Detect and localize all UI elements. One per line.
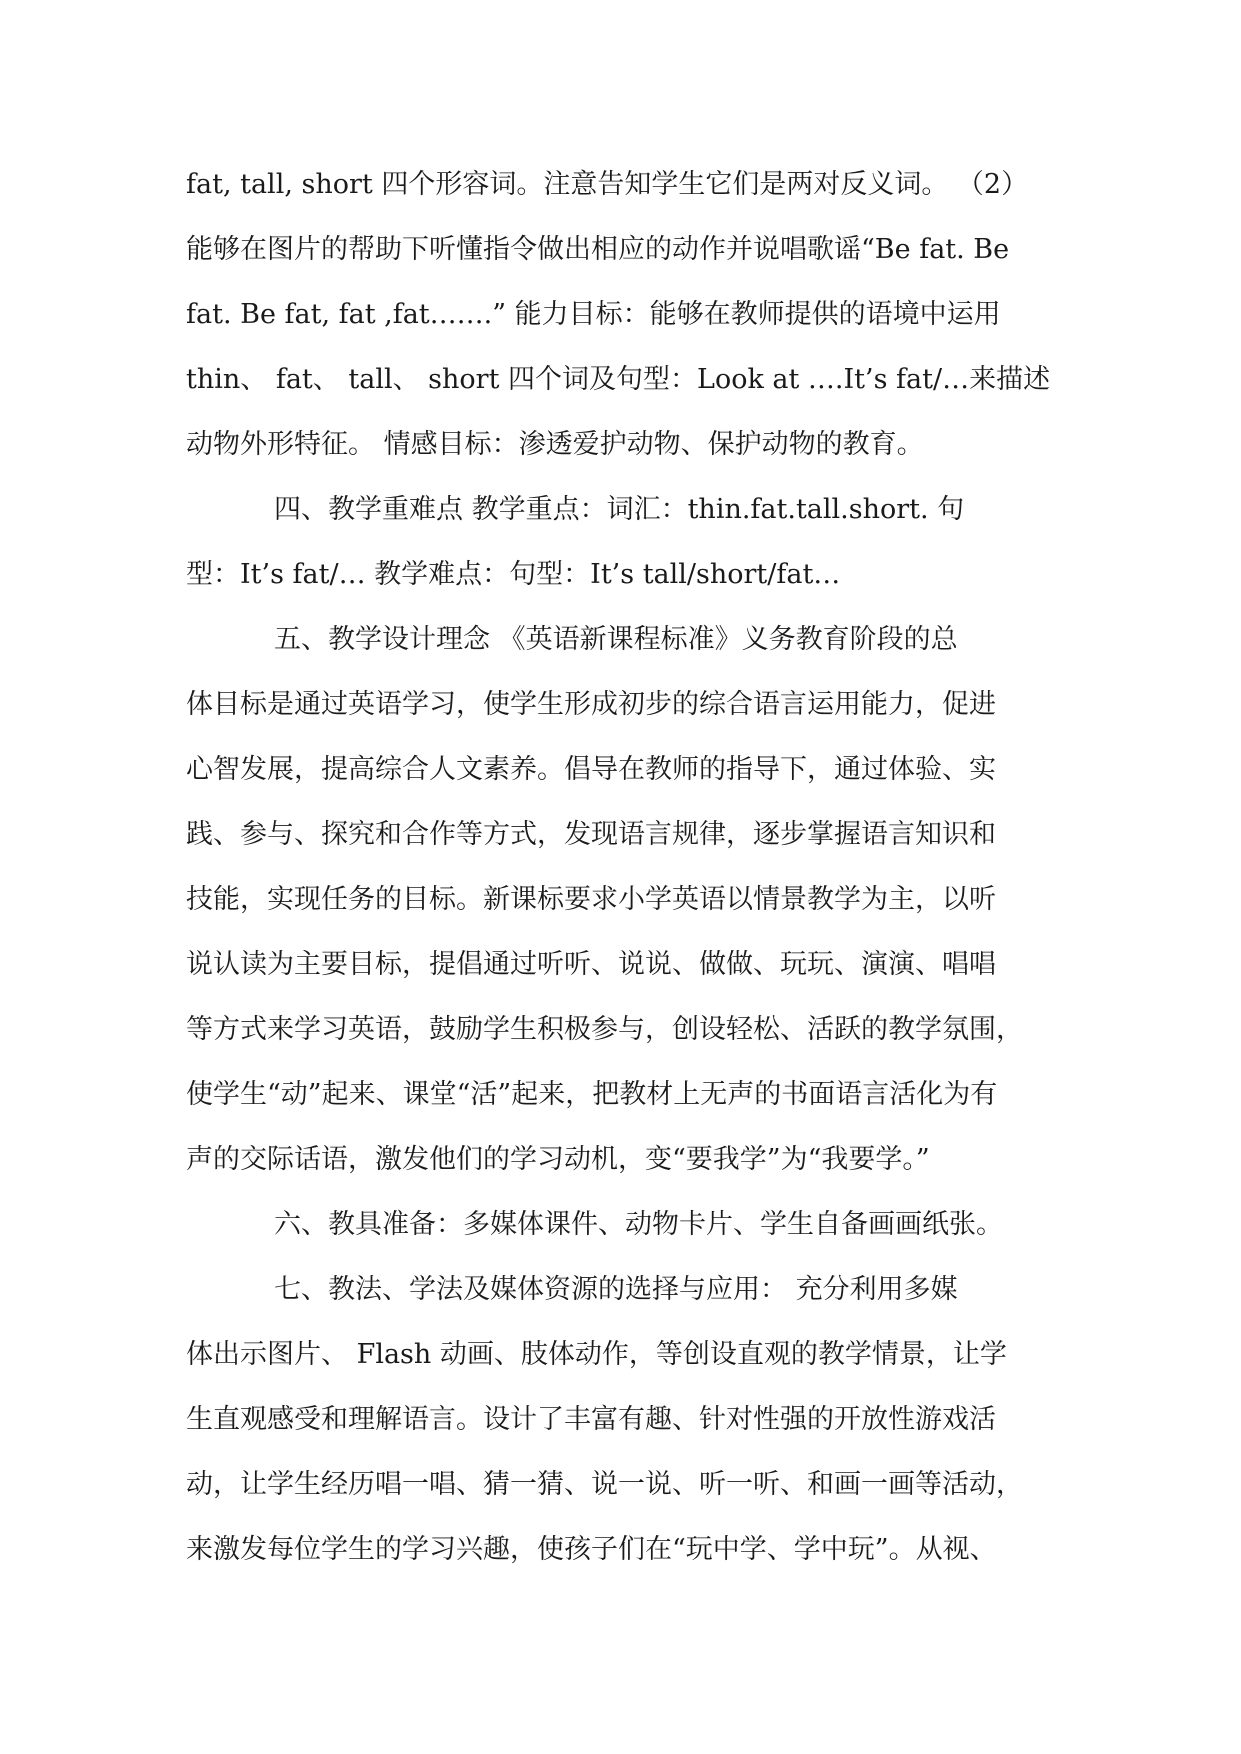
text-line: 使学生“动”起来、课堂“活”起来，把教材上无声的书面语言活化为有	[186, 1079, 998, 1110]
text-line: thin、 fat、 tall、 short 四个词及句型：Look at ….It’s fat/…来描述	[186, 364, 1051, 395]
text-line: 心智发展，提高综合人文素养。倡导在教师的指导下，通过体验、实	[186, 754, 996, 785]
text-line: 体目标是通过英语学习，使学生形成初步的综合语言运用能力，促进	[186, 689, 996, 720]
section-heading-line: 五、教学设计理念 《英语新课程标准》义务教育阶段的总	[274, 624, 958, 655]
text-line: fat. Be fat, fat ,fat…….” 能力目标：能够在教师提供的语境中运用	[186, 299, 1001, 330]
text-line: 说认读为主要目标，提倡通过听听、说说、做做、玩玩、演演、唱唱	[186, 949, 996, 980]
section-heading-line: 四、教学重难点 教学重点：词汇：thin.fat.tall.short. 句	[274, 494, 965, 525]
text-line: 技能，实现任务的目标。新课标要求小学英语以情景教学为主，以听	[186, 884, 996, 915]
text-line: 动物外形特征。 情感目标：渗透爱护动物、保护动物的教育。	[186, 429, 924, 460]
text-line: 生直观感受和理解语言。设计了丰富有趣、针对性强的开放性游戏活	[186, 1404, 996, 1435]
text-line: 动，让学生经历唱一唱、猜一猜、说一说、听一听、和画一画等活动，	[186, 1469, 1023, 1500]
text-line: 体出示图片、 Flash 动画、肢体动作，等创设直观的教学情景，让学	[186, 1339, 1007, 1370]
section-heading-line: 六、教具准备：多媒体课件、动物卡片、学生自备画画纸张。	[274, 1209, 1003, 1240]
text-line: 型：It’s fat/… 教学难点：句型：It’s tall/short/fat…	[186, 559, 841, 590]
body-text	[186, 152, 1066, 1582]
text-line: 声的交际话语，激发他们的学习动机，变“要我学”为“我要学。”	[186, 1144, 930, 1175]
text-line: fat, tall, short 四个形容词。注意告知学生它们是两对反义词。 （2）	[186, 169, 1029, 200]
text-line: 来激发每位学生的学习兴趣，使孩子们在“玩中学、学中玩”。从视、	[186, 1534, 997, 1565]
text-line: 践、参与、探究和合作等方式，发现语言规律，逐步掌握语言知识和	[186, 819, 996, 850]
section-heading-line: 七、教法、学法及媒体资源的选择与应用： 充分利用多媒	[274, 1274, 958, 1305]
text-line: 能够在图片的帮助下听懂指令做出相应的动作并说唱歌谣“Be fat. Be	[186, 234, 1010, 265]
text-line: 等方式来学习英语，鼓励学生积极参与，创设轻松、活跃的教学氛围，	[186, 1014, 1023, 1045]
